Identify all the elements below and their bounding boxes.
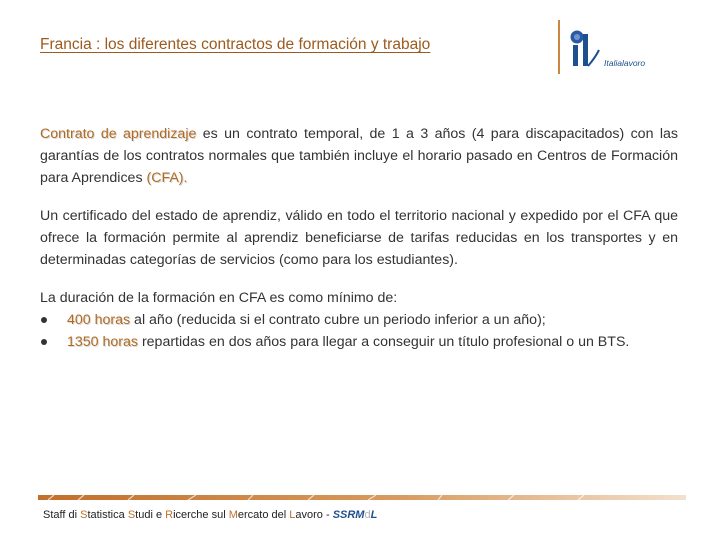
footer-text-part: SSRM: [332, 509, 365, 521]
footer-credit: [43, 509, 377, 521]
paragraph-text: es un contrato temporal, de 1 a 3 años (4 para discapacitados) con las garantías de los contratos normales que también incluye el horario pasado en Centros de Formación para Aprendices: [40, 126, 678, 186]
footer-text-part: d: [364, 509, 371, 521]
paragraph-duracion: La duración de la formación en CFA es como mínimo de:: [40, 290, 398, 306]
footer-text-part: Staff di: [43, 509, 81, 521]
term-contrato-aprendizaje: Contrato de aprendizaje: [40, 126, 197, 142]
term-cfa: (CFA).: [146, 170, 188, 186]
italialavoro-logo-icon: [568, 28, 602, 68]
footer-decorative-bar: [38, 495, 686, 500]
list-item: [40, 309, 678, 331]
paragraph-certificado: Un certificado del estado de aprendiz, válido en todo el territorio nacional y expedido por el CFA que ofrece la formación permite al aprendiz beneficiarse de tarifas reducidas en los transportes y en determinadas categorías de servicios (como para los estudiantes).: [40, 208, 678, 268]
footer-text-part: ercato del: [237, 509, 290, 521]
main-content: [40, 123, 678, 353]
footer-text-part: M: [228, 509, 238, 521]
bullet-icon: [41, 339, 47, 345]
term-hours: 1350 horas: [67, 334, 138, 350]
footer-text-part: avoro -: [295, 509, 333, 521]
footer-text-part: R: [165, 509, 174, 521]
page-title: Francia : los diferentes contractos de formación y trabajo: [40, 36, 431, 53]
footer-text-part: tatistica: [87, 509, 128, 521]
bullet-icon: [41, 317, 47, 323]
duration-list: [40, 309, 678, 353]
list-item: [40, 331, 678, 353]
list-item-text: al año (reducida si el contrato cubre un periodo inferior a un año);: [130, 312, 546, 328]
term-hours: 400 horas: [67, 312, 131, 328]
logo: [568, 28, 688, 72]
footer-text-part: L: [289, 509, 296, 521]
footer-text-part: icerche sul: [173, 509, 229, 521]
footer-text-part: S: [127, 509, 136, 521]
footer-text-part: S: [80, 509, 88, 521]
footer-text-part: tudi e: [135, 509, 166, 521]
logo-text: Italialavoro: [604, 58, 646, 68]
header-divider: [558, 20, 560, 74]
paragraph-contrato: [40, 123, 678, 189]
list-item-text: repartidas en dos años para llegar a conseguir un título profesional o un BTS.: [138, 334, 630, 350]
footer-text-part: L: [370, 509, 378, 521]
